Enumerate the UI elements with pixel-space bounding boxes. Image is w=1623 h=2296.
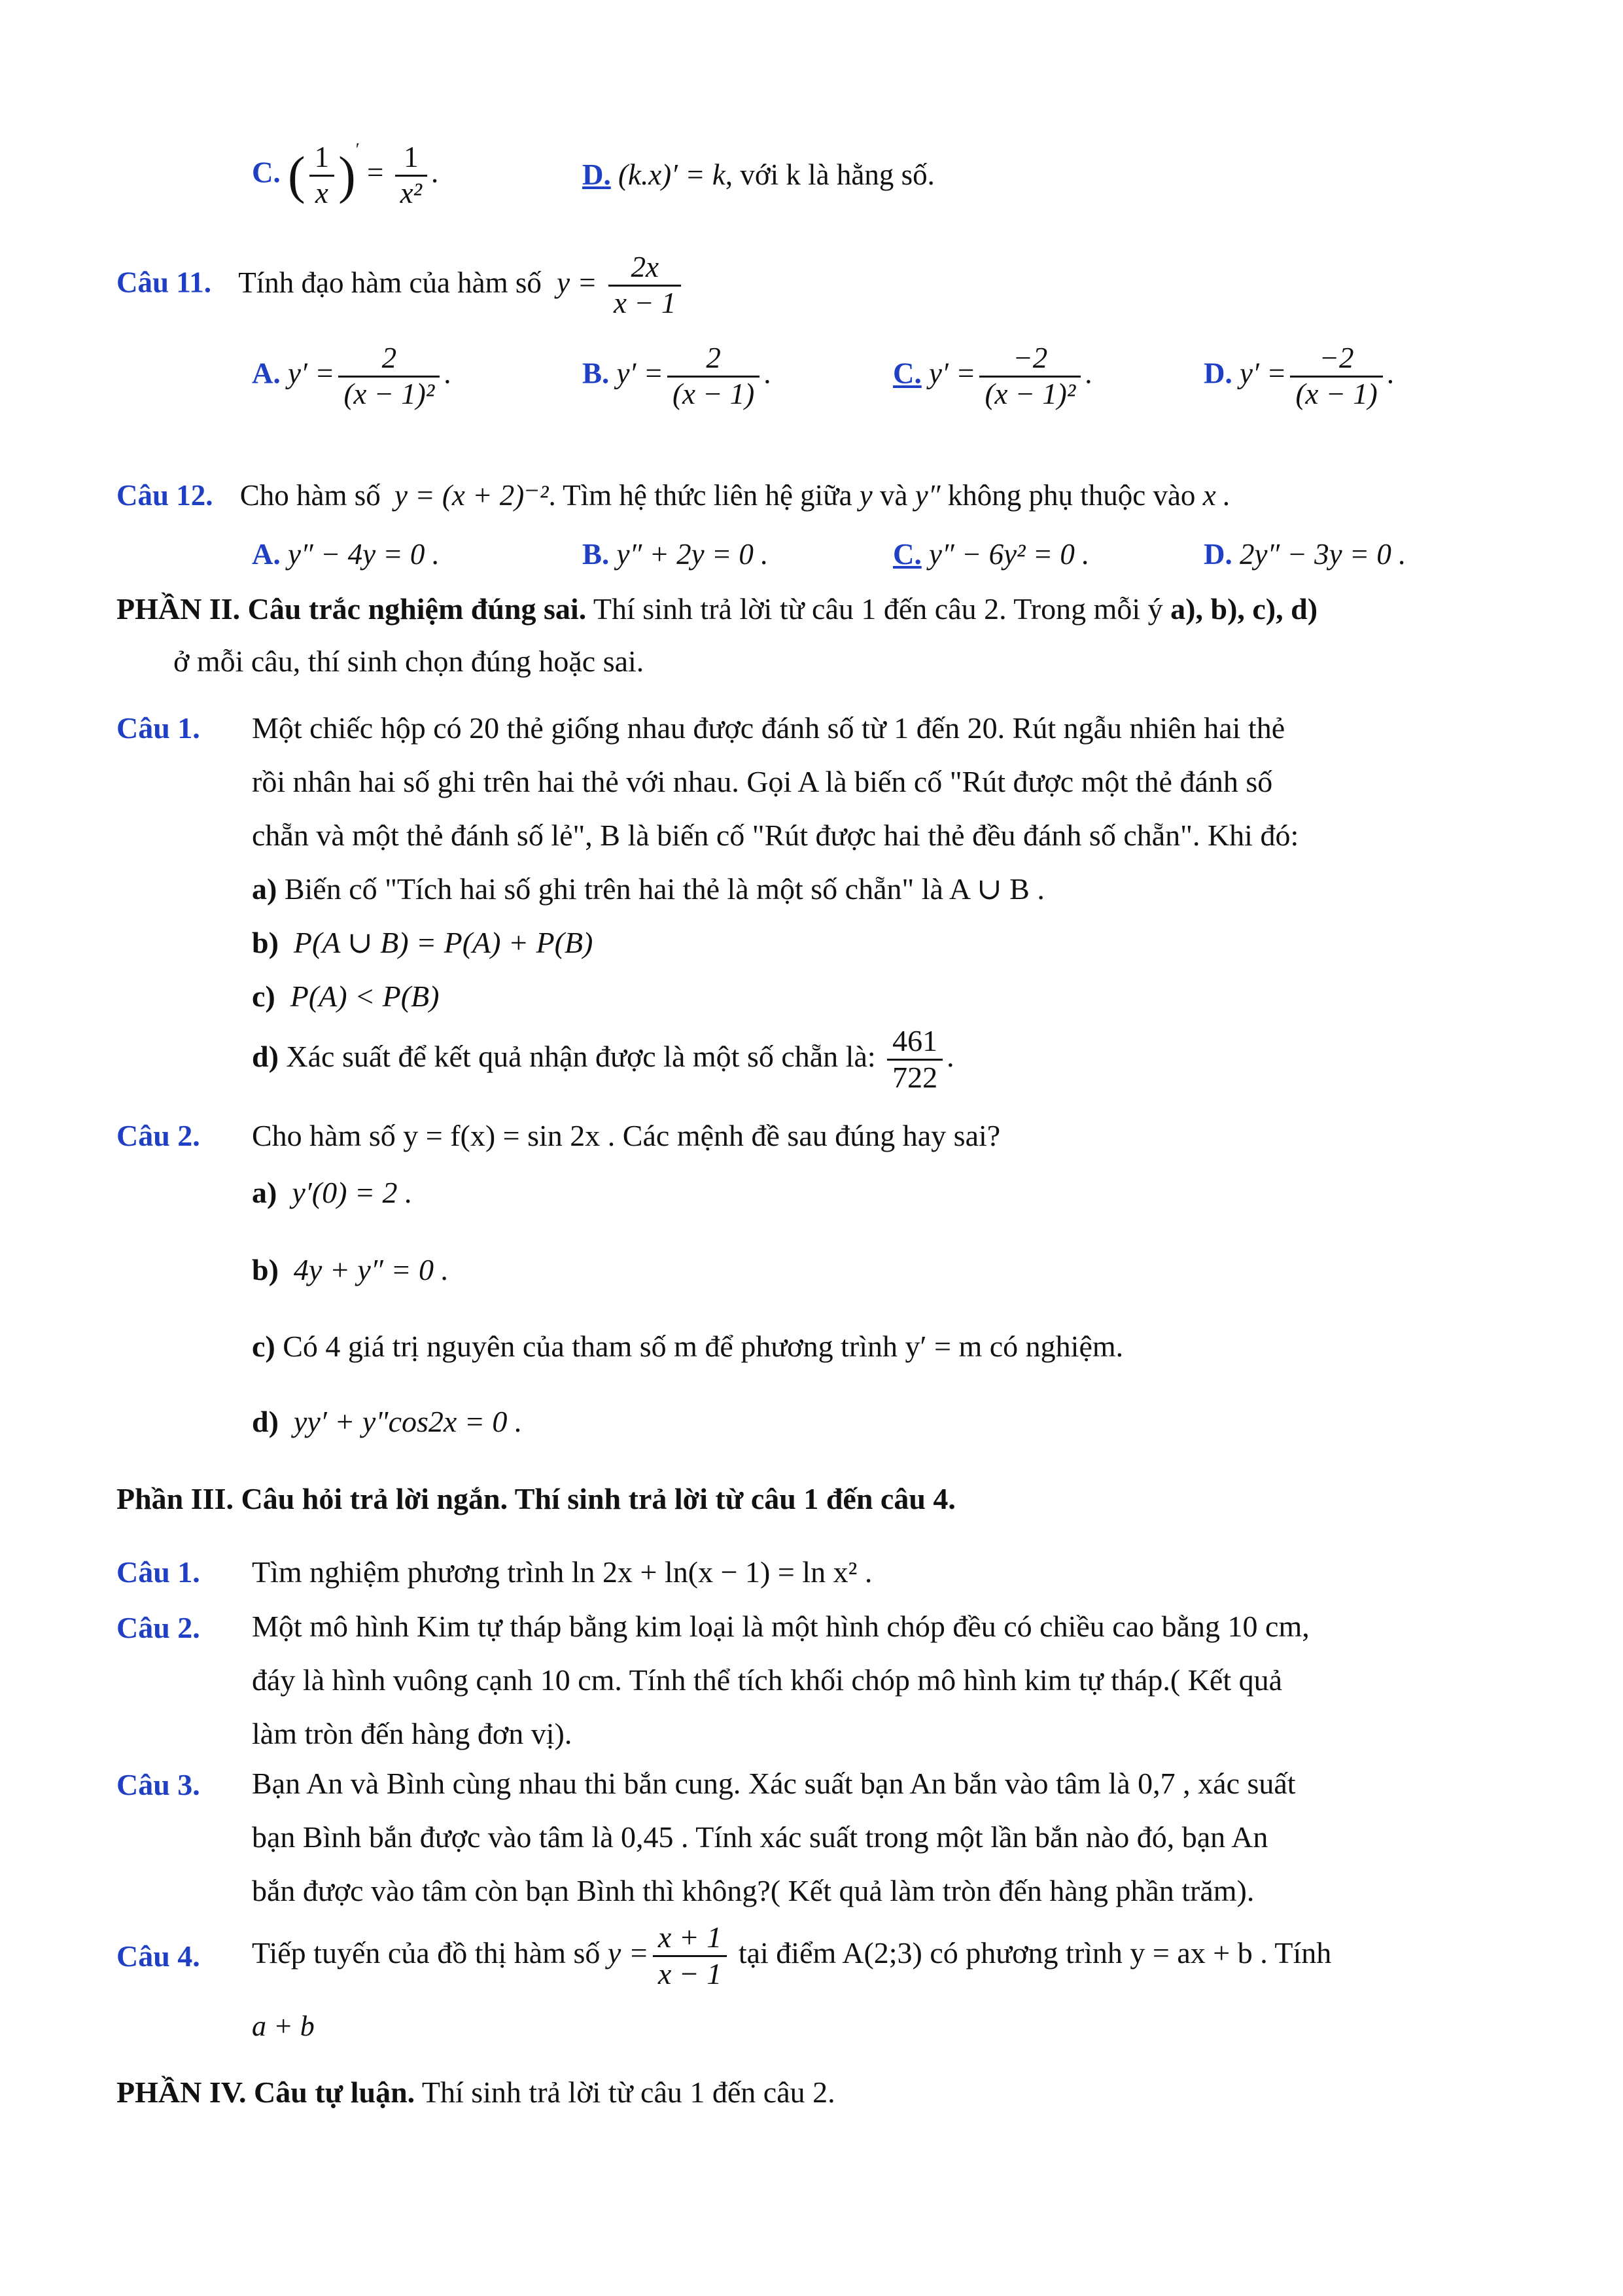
part2-line2: ở mỗi câu, thí sinh chọn đúng hoặc sai. [173,645,644,678]
q10-option-d-label: D. [582,158,611,191]
q12-func: y = (x + 2)⁻² [394,479,549,512]
q11-d-den: (x − 1) [1295,377,1378,410]
p2-c2-b-text: 4y + y″ = 0 . [293,1253,449,1286]
p3-c3-body [252,1757,1296,1918]
p2-c1-d-text: Xác suất để kết quả nhận được là một số chẵn là: [286,1039,876,1073]
q12-text-a: Cho hàm số [239,479,381,512]
q12-c-label: C. [893,538,922,571]
part4-heading [116,2077,835,2108]
p3-c4-text [252,1920,1331,1992]
p2-c1-d-num: 461 [887,1024,943,1061]
p2-c1-line2: rồi nhân hai số ghi trên hai thẻ với nhau. Gọi A là biến cố "Rút được một thẻ đánh số [252,765,1273,798]
p2-c1-a [252,862,1299,916]
p2-c2-c-text: Có 4 giá trị nguyên của tham số m để phương trình y′ = m có nghiệm. [283,1330,1124,1363]
p2-c2-a [252,1178,413,1208]
q11-option-b: B. y′ = $\frac{2}{(x - 1)}$ . [582,342,771,410]
p2-c2-label: Câu 2. [116,1119,200,1152]
part3-title: Phần III. Câu hỏi trả lời ngắn. Thí sinh trả lời từ câu 1 đến câu 4. [116,1482,956,1515]
part4-rest: Thí sinh trả lời từ câu 1 đến câu 2. [415,2075,835,2109]
p2-c2-text: Cho hàm số y = f(x) = sin 2x . Các mệnh đề sau đúng hay sai? [252,1119,1001,1152]
q12-stem [116,481,1230,510]
q10-option-c-label: C. [252,156,281,189]
q12-option-a [252,540,440,569]
p2-c1-c [252,970,1299,1023]
p3-c4-label: Câu 4. [116,1939,200,1973]
q12-option-c [893,540,1089,569]
q11-d-lhs: y′ = [1240,357,1287,390]
p2-c2-b-label: b) [252,1253,279,1286]
q10-c-rhs-den: x² [400,176,423,209]
q12-d-expr: 2y″ − 3y = 0 . [1240,538,1406,571]
q12-and: và [880,479,908,512]
q11-a-lhs: y′ = [288,357,335,390]
p2-c1-a-label: a) [252,872,277,906]
q12-text-c: không phụ thuộc vào [947,479,1196,512]
p2-c2-c-label: c) [252,1330,275,1363]
q10-option-d [582,160,935,190]
q11-c-label: C. [893,357,922,390]
p2-c2-d-label: d) [252,1405,279,1438]
p3-c4-num: x + 1 [653,1920,727,1957]
q12-option-b [582,540,768,569]
q11-func-lhs: y = [557,266,597,299]
p2-c1-d: d) Xác suất để kết quả nhận được là một số chẵn là: $\frac{461}{722}$ . [252,1024,954,1094]
p2-c1-line1: Một chiếc hộp có 20 thẻ giống nhau được đánh số từ 1 đến 20. Rút ngẫu nhiên hai thẻ [252,711,1285,745]
q11-text: Tính đạo hàm của hàm số [238,266,542,299]
p2-c1-c-text: P(A) < P(B) [290,980,440,1013]
p3-c4-den: x − 1 [657,1956,722,1990]
p2-c1-line3: chẵn và một thẻ đánh số lẻ", B là biến cố "Rút được hai thẻ đều đánh số chẵn". Khi đó: [252,819,1299,852]
part2-line1: Thí sinh trả lời từ câu 1 đến câu 2. Trong mỗi ý [586,592,1171,626]
q12-text-b: . Tìm hệ thức liên hệ giữa [548,479,852,512]
p3-c4-lhs: y = [607,1935,649,1969]
p3-c4-line2: a + b [252,2010,315,2042]
q11-b-den: (x − 1) [672,377,755,410]
q12-b-label: B. [582,538,610,571]
q11-b-lhs: y′ = [616,357,663,390]
q10-d-expr: (k.x)′ = k [618,158,725,191]
p2-c1-b [252,916,1299,970]
q11-c-lhs: y′ = [929,357,976,390]
p2-c2-a-text: y′(0) = 2 . [292,1176,413,1209]
p2-c1-d-den: 722 [892,1060,938,1094]
q12-y: y [859,479,873,512]
q11-stem [116,251,685,321]
q12-b-expr: y″ + 2y = 0 . [616,538,769,571]
part2-options: a), b), c), d) [1170,592,1318,626]
p2-c1-c-label: c) [252,980,275,1013]
q11-func-num: 2x [608,251,681,287]
q11-c-den: (x − 1)² [985,377,1076,410]
p3-c4-text-a: Tiếp tuyến của đồ thị hàm số [252,1935,601,1969]
q11-option-a: A. y′ = $\frac{2}{\text{(x − 1)²}}$ . [252,342,451,410]
p3-c1-label: Câu 1. [116,1555,200,1589]
q12-label: Câu 12. [116,479,213,512]
q11-option-c: C. y′ = $\frac{-2}{\text{(x − 1)²}}$ . [893,342,1092,410]
p2-c1-d-label: d) [252,1039,279,1073]
p2-c1-a-text: Biến cố "Tích hai số ghi trên hai thẻ là một số chẵn" là A ∪ B . [284,872,1045,906]
q11-c-num: −2 [979,342,1081,378]
p3-c3-line2: bạn Bình bắn được vào tâm là 0,45 . Tính xác suất trong một lần bắn nào đó, bạn An [252,1820,1268,1854]
p3-c1-text: Tìm nghiệm phương trình ln 2x + ln(x − 1) = ln x² . [252,1555,873,1589]
p3-c2-body [252,1600,1310,1761]
p3-c2-line3: làm tròn đến hàng đơn vị). [252,1717,572,1750]
p2-c2-b [252,1255,449,1285]
q10-option-c: C. ( $\frac{1}{x}$ )′ = $\frac{1}{\text{x²}}$ . [252,139,439,209]
q12-d-label: D. [1204,538,1232,571]
q11-label: Câu 11. [116,266,212,299]
q12-a-expr: y″ − 4y = 0 . [288,538,440,571]
q12-a-label: A. [252,538,281,571]
q11-b-num: 2 [667,342,759,378]
p2-c2-c [252,1332,1123,1362]
p2-c2-d [252,1407,522,1437]
p2-c2-d-text: yy′ + y"cos2x = 0 . [293,1405,523,1438]
p2-c1-body [252,701,1299,1023]
p3-c3-label: Câu 3. [116,1768,200,1801]
p3-c2-line1: Một mô hình Kim tự tháp bằng kim loại là một hình chóp đều có chiều cao bằng 10 cm, [252,1610,1310,1643]
p3-c2-label: Câu 2. [116,1611,200,1644]
q10-c-num: 1 [309,141,335,177]
part2-heading [116,594,1318,624]
p3-c3-line3: bắn được vào tâm còn bạn Bình thì không?( Kết quả làm tròn đến hàng phần trăm). [252,1874,1255,1907]
q11-d-label: D. [1204,357,1232,390]
q10-c-rhs-num: 1 [395,141,427,177]
p3-c4-text-b: tại điểm A(2;3) có phương trình y = ax + b . Tính [738,1935,1332,1969]
q11-func-den: x − 1 [614,286,676,319]
q12-ypp: y″ [915,479,941,512]
q11-b-label: B. [582,357,610,390]
q12-c-expr: y″ − 6y² = 0 . [929,538,1090,571]
p2-c1-b-label: b) [252,926,279,959]
q11-a-den: (x − 1)² [343,377,435,410]
p3-c2-line2: đáy là hình vuông cạnh 10 cm. Tính thể tích khối chóp mô hình kim tự tháp.( Kết quả [252,1663,1283,1697]
part2-title: PHẦN II. Câu trắc nghiệm đúng sai. [116,592,587,626]
q11-a-num: 2 [338,342,440,378]
q11-d-num: −2 [1290,342,1382,378]
q10-c-den: x [315,176,328,209]
p2-c1-b-text: P(A ∪ B) = P(A) + P(B) [293,926,593,959]
q12-x: x . [1202,479,1231,512]
p3-c3-line1: Bạn An và Bình cùng nhau thi bắn cung. Xác suất bạn An bắn vào tâm là 0,7 , xác suất [252,1767,1296,1800]
part4-title: PHẦN IV. Câu tự luận. [116,2075,415,2109]
p2-c1-label: Câu 1. [116,711,200,745]
q11-option-d: D. y′ = $\frac{-2}{(x - 1)}$ . [1204,342,1394,410]
p2-c2-a-label: a) [252,1176,277,1209]
q10-d-text: , với k là hằng số. [725,158,935,191]
q11-a-label: A. [252,357,281,390]
q12-option-d [1204,540,1406,569]
